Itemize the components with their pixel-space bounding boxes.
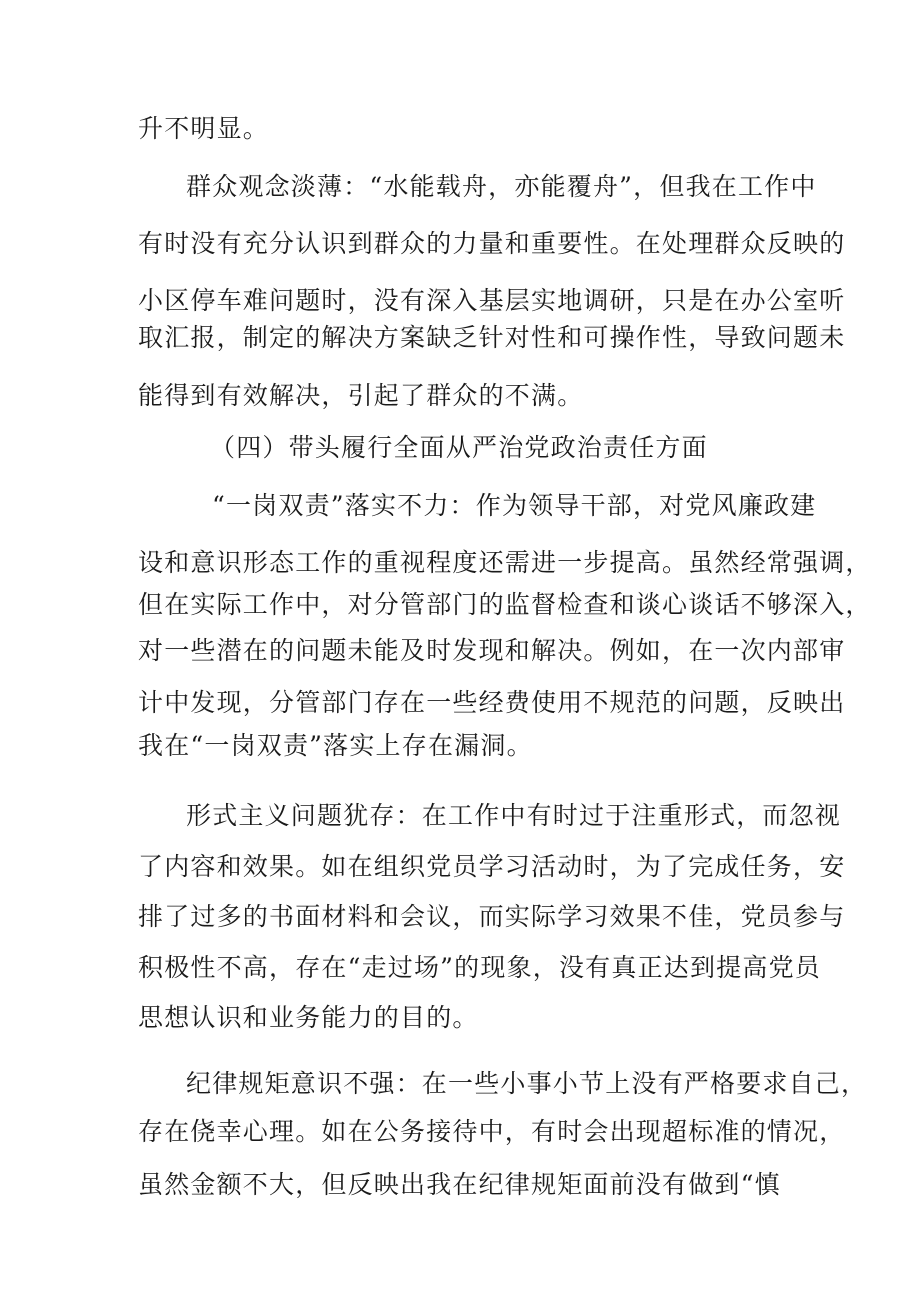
text-line: 设和意识形态工作的重视程度还需进一步提高。虽然经常强调， bbox=[138, 548, 872, 577]
text-line: 排了过多的书面材料和会议，而实际学习效果不佳，党员参与 bbox=[138, 902, 846, 931]
paragraph-first-line: 形式主义问题犹存：在工作中有时过于注重形式，而忽视 bbox=[186, 801, 842, 830]
text-line: 虽然金额不大，但反映出我在纪律规矩面前没有做到“慎 bbox=[138, 1170, 781, 1199]
text-line: 能得到有效解决，引起了群众的不满。 bbox=[138, 381, 584, 410]
paragraph-first-line: 纪律规矩意识不强：在一些小事小节上没有严格要求自己， bbox=[186, 1069, 868, 1098]
text-line: 小区停车难问题时，没有深入基层实地调研，只是在办公室听 bbox=[138, 286, 846, 315]
text-line: 有时没有充分认识到群众的力量和重要性。在处理群众反映的 bbox=[138, 229, 846, 258]
text-line: 但在实际工作中，对分管部门的监督检查和谈心谈话不够深入， bbox=[138, 590, 872, 619]
text-line: 思想认识和业务能力的目的。 bbox=[138, 1003, 479, 1032]
text-line: 我在“一岗双责”落实上存在漏洞。 bbox=[138, 731, 533, 760]
text-line: 了内容和效果。如在组织党员学习活动时，为了完成任务，安 bbox=[138, 852, 846, 881]
text-line: 积极性不高，存在“走过场”的现象，没有真正达到提高党员 bbox=[138, 953, 821, 982]
text-line: 存在侥幸心理。如在公务接待中，有时会出现超标准的情况， bbox=[138, 1117, 846, 1146]
paragraph-first-line: “一岗双责”落实不力：作为领导干部，对党风廉政建 bbox=[212, 491, 817, 520]
text-line: 计中发现，分管部门存在一些经费使用不规范的问题，反映出 bbox=[138, 688, 846, 717]
text-line: 对一些潜在的问题未能及时发现和解决。例如，在一次内部审 bbox=[138, 636, 846, 665]
text-line: 取汇报，制定的解决方案缺乏针对性和可操作性，导致问题未 bbox=[138, 323, 846, 352]
paragraph-first-line: 群众观念淡薄：“水能载舟，亦能覆舟”，但我在工作中 bbox=[186, 172, 817, 201]
section-heading: （四）带头履行全面从严治党政治责任方面 bbox=[210, 433, 708, 462]
text-line: 升不明显。 bbox=[138, 114, 270, 143]
